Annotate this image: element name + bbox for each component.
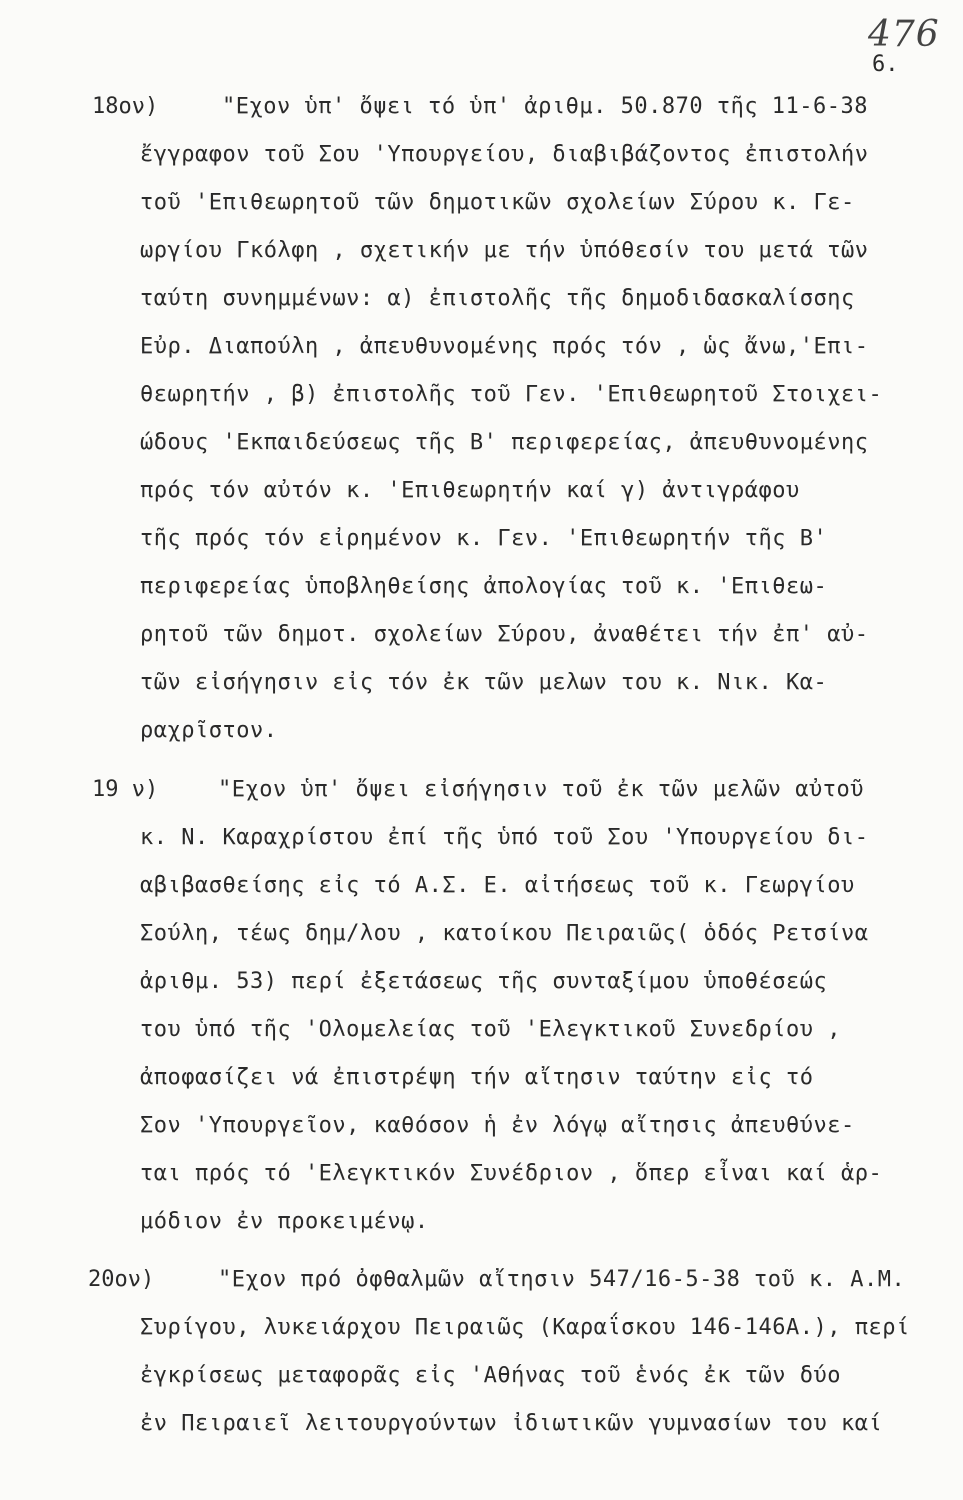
text-line: τοῦ 'Επιθεωρητοῦ τῶν δημοτικῶν σχολείων Σύρου κ. Γε- — [140, 190, 855, 215]
text-line: κ. Ν. Καραχρίστου ἐπί τῆς ὑπό τοῦ Σου 'Υπουργείου δι- — [140, 825, 869, 850]
text-line: "Εχον ὑπ' ὄψει τό ὑπ' ἀριθμ. 50.870 τῆς 11-6-38 — [222, 94, 869, 119]
page-number: 6. — [872, 52, 899, 77]
text-line: ἔγγραφον τοῦ Σου 'Υπουργείου, διαβιβάζοντος ἐπιστολήν — [140, 142, 869, 167]
text-line: ἀριθμ. 53) περί ἐξετάσεως τῆς συνταξίμου ὑποθέσεώς — [140, 969, 828, 994]
handwritten-page-number: 476 — [868, 14, 940, 55]
text-line: πρός τόν αὐτόν κ. 'Επιθεωρητήν καί γ) ἀντιγράφου — [140, 478, 800, 503]
text-line: τῆς πρός τόν εἰρημένον κ. Γεν. 'Επιθεωρητήν τῆς Β' — [140, 526, 828, 551]
text-line: ταύτη συνημμένων: α) ἐπιστολῆς τῆς δημοδιδασκαλίσσης — [140, 286, 855, 311]
text-line: ώδους 'Εκπαιδεύσεως τῆς Β' περιφερείας, ἀπευθυνομένης — [140, 430, 869, 455]
text-line: "Εχον πρό ὀφθαλμῶν αἴτησιν 547/16-5-38 τοῦ κ. Α.Μ. — [218, 1267, 906, 1292]
text-line: Εὐρ. Διαπούλη , ἀπευθυνομένης πρός τόν , ὡς ἄνω,'Επι- — [140, 334, 869, 359]
text-line: θεωρητήν , β) ἐπιστολῆς τοῦ Γεν. 'Επιθεωρητοῦ Στοιχει- — [140, 382, 883, 407]
text-line: μόδιον ἐν προκειμένῳ. — [140, 1209, 429, 1234]
item-number: 20ον) — [88, 1267, 155, 1292]
text-line: Σον 'Υπουργεῖον, καθόσον ἡ ἐν λόγῳ αἴτησις ἀπευθύνε- — [140, 1113, 855, 1138]
text-line: ἐγκρίσεως μεταφορᾶς εἰς 'Αθήνας τοῦ ἑνός ἐκ τῶν δύο — [140, 1363, 842, 1388]
text-line: ἀποφασίζει νά ἐπιστρέψη τήν αἴτησιν ταύτην εἰς τό — [140, 1065, 814, 1090]
text-line: ρητοῦ τῶν δημοτ. σχολείων Σύρου, ἀναθέτει τήν ἐπ' αὐ- — [140, 622, 869, 647]
item-number: 19 ν) — [92, 777, 159, 802]
text-line: ται πρός τό 'Ελεγκτικόν Συνέδριον , ὅπερ εἶναι καί ἁρ- — [140, 1161, 883, 1186]
text-line: του ὑπό τῆς 'Ολομελείας τοῦ 'Ελεγκτικοῦ Συνεδρίου , — [140, 1017, 842, 1042]
text-line: ωργίου Γκόλφη , σχετικήν με τήν ὑπόθεσίν του μετά τῶν — [140, 238, 869, 263]
text-line: ἐν Πειραιεῖ λειτουργούντων ἰδιωτικῶν γυμνασίων του καί — [140, 1411, 883, 1436]
text-line: αβιβασθείσης εἰς τό Α.Σ. Ε. αἰτήσεως τοῦ κ. Γεωργίου — [140, 873, 855, 898]
text-line: Σούλη, τέως δημ/λου , κατοίκου Πειραιῶς( ὁδός Ρετσίνα — [140, 921, 869, 946]
text-line: "Εχον ὑπ' ὄψει εἰσήγησιν τοῦ ἐκ τῶν μελῶν αὐτοῦ — [218, 777, 865, 802]
text-line: περιφερείας ὑποβληθείσης ἀπολογίας τοῦ κ. 'Επιθεω- — [140, 574, 828, 599]
item-number: 18ον) — [92, 94, 159, 119]
text-line: ραχρῖστον. — [140, 718, 278, 743]
text-line: τῶν εἰσήγησιν εἰς τόν ἐκ τῶν μελων του κ. Νικ. Κα- — [140, 670, 828, 695]
text-line: Συρίγου, λυκειάρχου Πειραιῶς (Καραΐσκου 146-146Α.), περί — [140, 1315, 910, 1340]
